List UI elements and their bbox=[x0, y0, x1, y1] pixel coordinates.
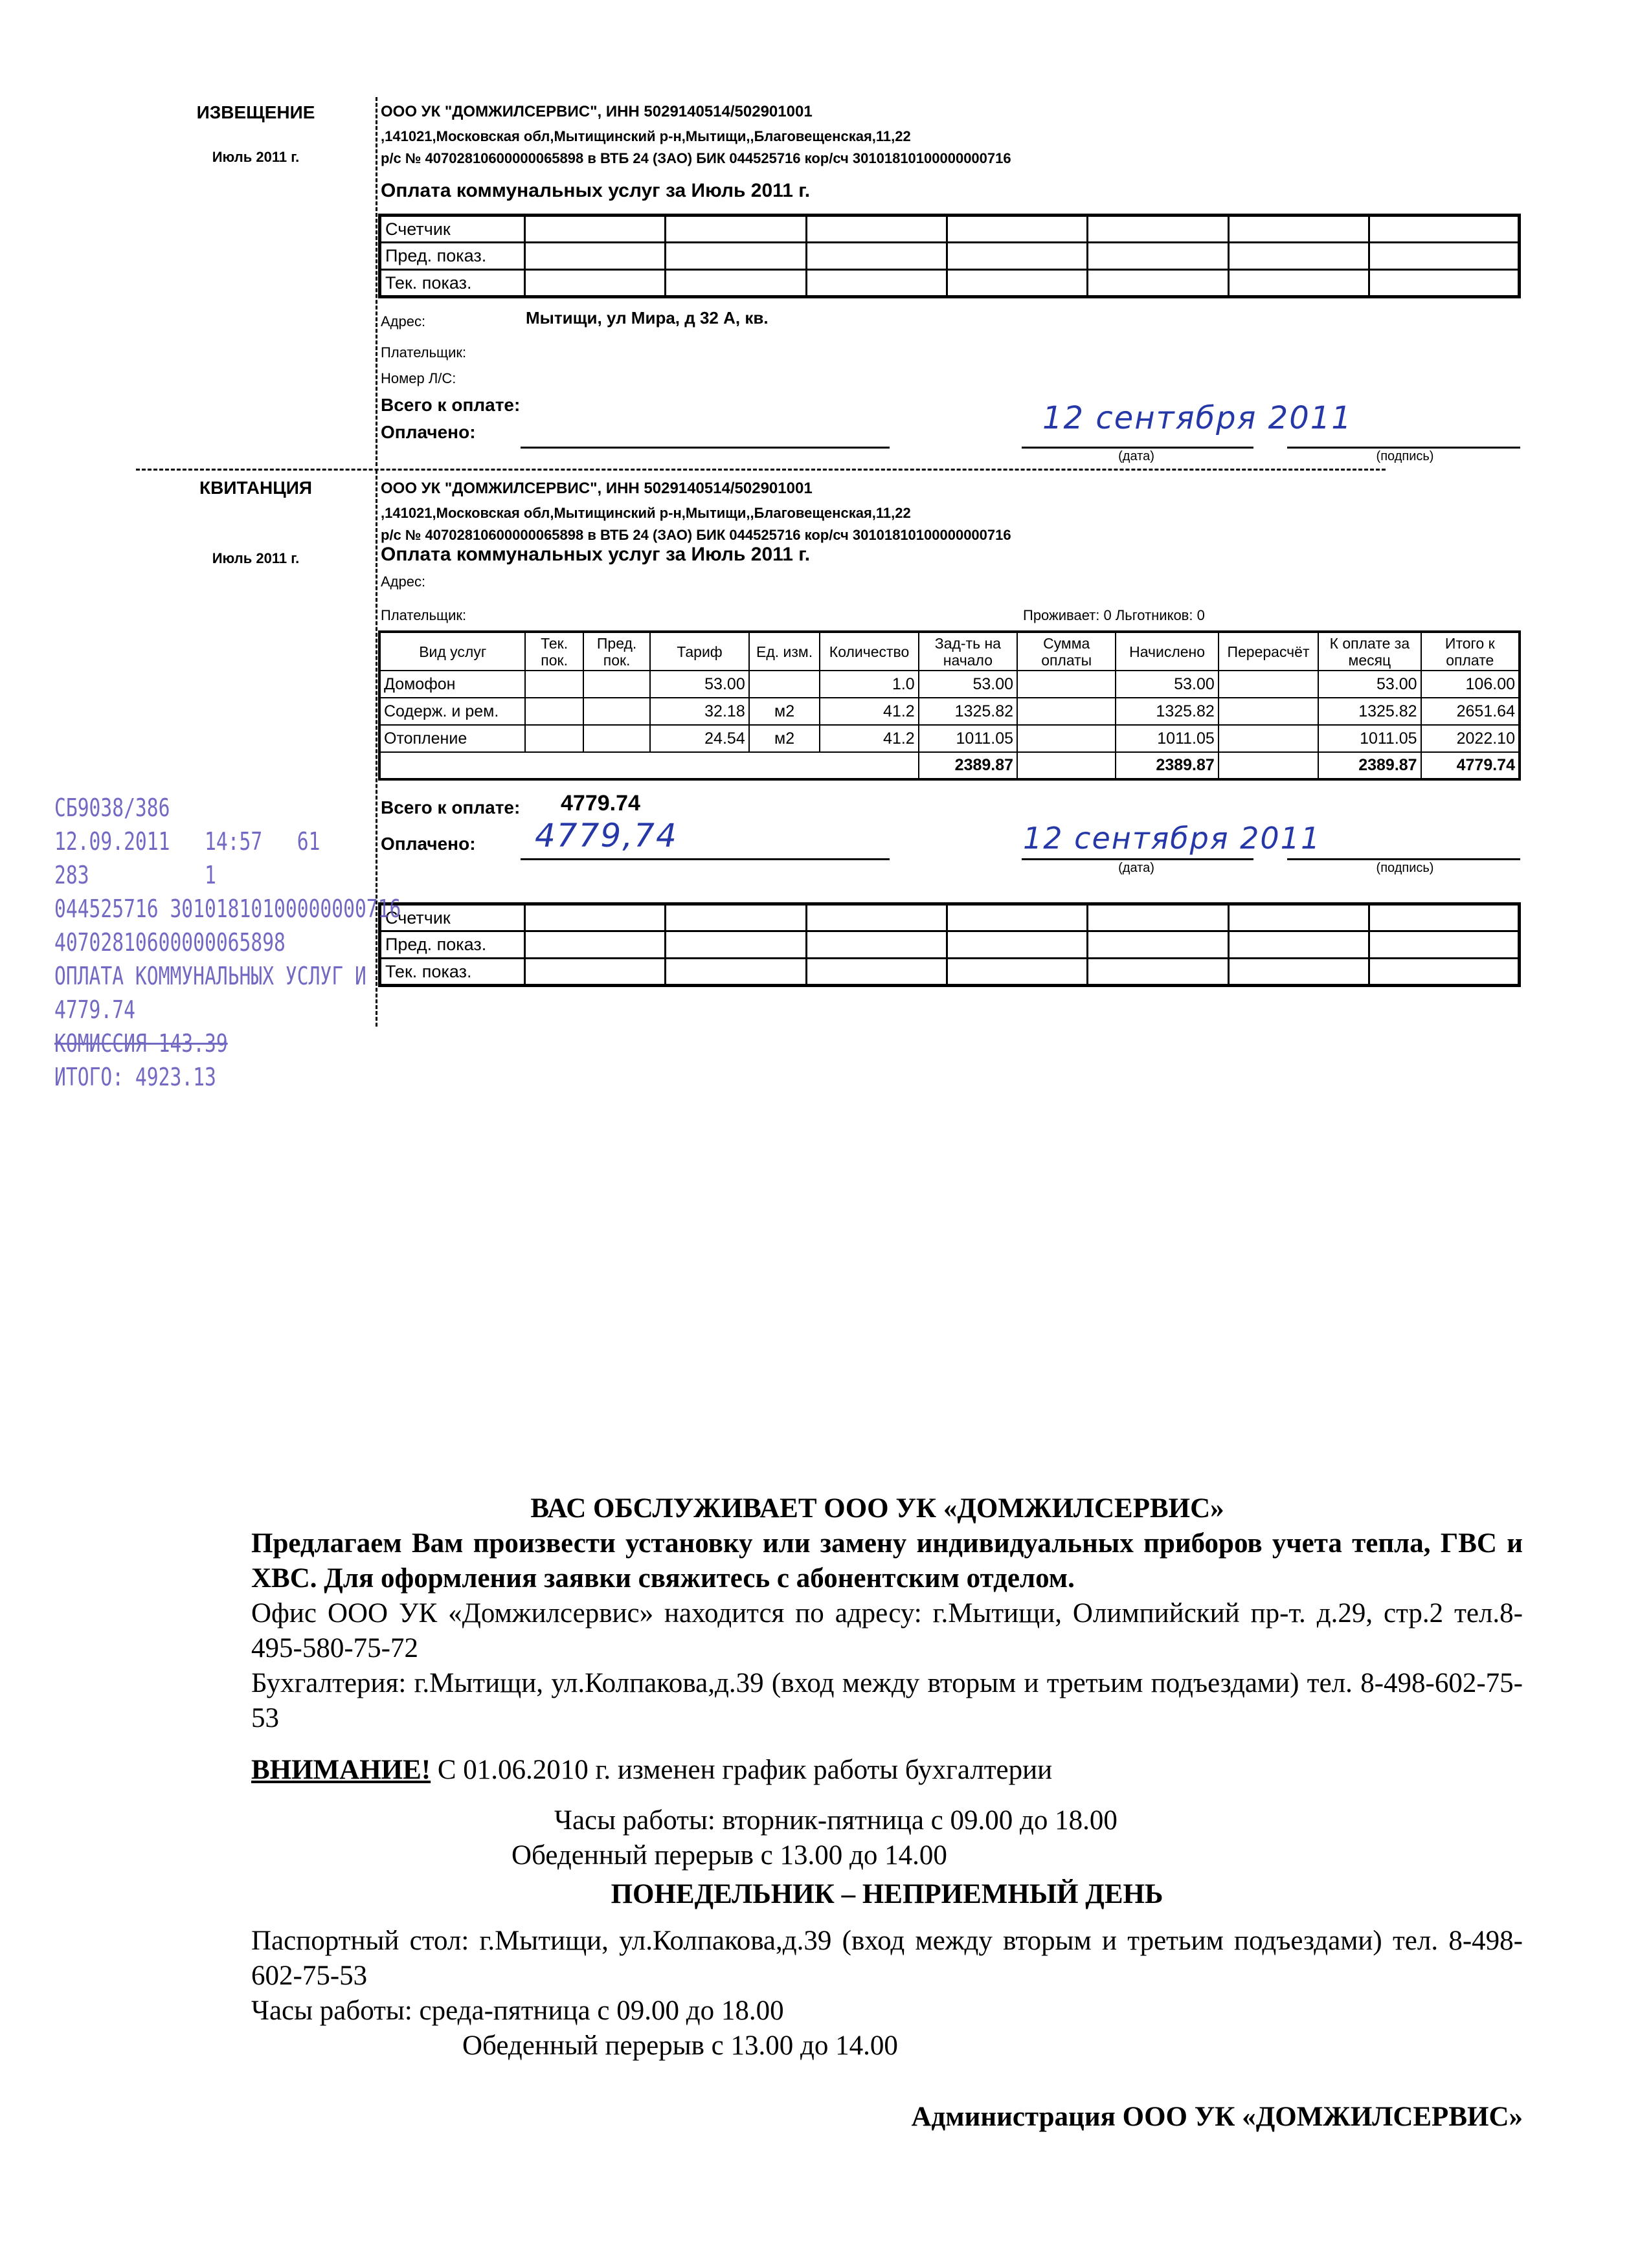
stamp-line: КОМИССИЯ 143.39 bbox=[54, 1029, 228, 1058]
receipt-label: КВИТАНЦИЯ bbox=[199, 478, 312, 498]
address-label: Адрес: bbox=[381, 573, 426, 590]
cell bbox=[525, 671, 583, 698]
stamp-line: 12.09.2011 14:57 61 bbox=[54, 827, 320, 856]
meter-table-receipt bbox=[378, 902, 1521, 987]
date-caption: (дата) bbox=[1118, 449, 1154, 463]
table-row bbox=[379, 671, 1520, 698]
date-underline bbox=[1022, 858, 1253, 860]
company-address-line: ,141021,Московская обл,Мытищинский р-н,Мытищи,,Благовещенская,11,22 bbox=[381, 128, 911, 144]
address-value: Мытищи, ул Мира, д 32 А, кв. bbox=[526, 308, 769, 328]
column-header: Пред. пок. bbox=[583, 632, 651, 671]
bank-details-line: р/с № 40702810600000065898 в ВТБ 24 (ЗАО) БИК 044525716 кор/сч 30101810100000000716 bbox=[381, 150, 1011, 166]
cell: 2651.64 bbox=[1421, 698, 1520, 725]
notice-month: Июль 2011 г. bbox=[212, 149, 300, 165]
table-header-row bbox=[379, 632, 1520, 671]
cell bbox=[525, 698, 583, 725]
table-row bbox=[380, 216, 1520, 243]
signature-caption: (подпись) bbox=[1376, 861, 1434, 875]
cell bbox=[1017, 725, 1116, 752]
cell: 53.00 bbox=[650, 671, 748, 698]
table-row bbox=[379, 725, 1520, 752]
column-header: Начислено bbox=[1116, 632, 1218, 671]
payer-label: Плательщик: bbox=[381, 607, 467, 623]
cell: 1.0 bbox=[820, 671, 918, 698]
cell bbox=[583, 725, 651, 752]
cell: 1011.05 bbox=[1318, 725, 1421, 752]
notice-signature: Администрация ООО УК «ДОМЖИЛСЕРВИС» bbox=[911, 2102, 1523, 2132]
notice-lunch-passport: Обеденный перерыв с 13.00 до 14.00 bbox=[462, 2030, 898, 2061]
notice-offer: Предлагаем Вам произвести установку или замену индивидуальных приборов учета тепла, ГВС и ХВС. Для оформления заявки свяжитесь с абонентским отделом. bbox=[251, 1528, 1523, 1594]
cell: Содерж. и рем. bbox=[379, 698, 525, 725]
cell bbox=[583, 671, 651, 698]
stamp-line: 40702810600000065898 bbox=[54, 928, 286, 957]
receipt-month: Июль 2011 г. bbox=[212, 550, 300, 566]
table-row bbox=[380, 904, 1520, 931]
column-header: Перерасчёт bbox=[1219, 632, 1318, 671]
cell: 106.00 bbox=[1421, 671, 1520, 698]
paid-label: Оплачено: bbox=[381, 422, 476, 442]
totals-row bbox=[379, 752, 1520, 779]
stamp-line: ОПЛАТА КОММУНАЛЬНЫХ УСЛУГ И bbox=[54, 962, 366, 990]
notice-label: ИЗВЕЩЕНИЕ bbox=[196, 102, 315, 122]
notice-accounting: Бухгалтерия: г.Мытищи, ул.Колпакова,д.39 (вход между вторым и третьим подъездами) тел. 8-498-602-75-53 bbox=[251, 1668, 1523, 1733]
cell bbox=[525, 725, 583, 752]
meter-row-label: Пред. показ. bbox=[380, 931, 525, 959]
meter-row-label: Тек. показ. bbox=[380, 270, 525, 297]
total-cell: 2389.87 bbox=[919, 752, 1017, 779]
signature-underline bbox=[1287, 447, 1520, 449]
cell: 2022.10 bbox=[1421, 725, 1520, 752]
cell: 41.2 bbox=[820, 725, 918, 752]
column-header: Тек. пок. bbox=[525, 632, 583, 671]
account-label: Номер Л/С: bbox=[381, 370, 456, 386]
stamp-line: 4779.74 bbox=[54, 995, 135, 1024]
meter-row-label: Тек. показ. bbox=[380, 959, 525, 986]
cell: Домофон bbox=[379, 671, 525, 698]
column-header: Вид услуг bbox=[379, 632, 525, 671]
table-row bbox=[380, 270, 1520, 297]
total-cell bbox=[1017, 752, 1116, 779]
stamp-line: ИТОГО: 4923.13 bbox=[54, 1063, 216, 1091]
total-cell: 2389.87 bbox=[1116, 752, 1218, 779]
bank-details-line: р/с № 40702810600000065898 в ВТБ 24 (ЗАО) БИК 044525716 кор/сч 30101810100000000716 bbox=[381, 527, 1011, 543]
cell bbox=[583, 698, 651, 725]
attention-word: ВНИМАНИЕ! bbox=[251, 1755, 431, 1785]
signature-caption: (подпись) bbox=[1376, 449, 1434, 463]
services-table bbox=[378, 630, 1521, 781]
cell: 41.2 bbox=[820, 698, 918, 725]
notice-attention bbox=[251, 1753, 1523, 1788]
service-notice bbox=[251, 1491, 1523, 2135]
notice-closed-day: ПОНЕДЕЛЬНИК – НЕПРИЕМНЫЙ ДЕНЬ bbox=[611, 1879, 1163, 1909]
stamp-line: 283 1 bbox=[54, 861, 216, 889]
meter-table-notice bbox=[378, 214, 1521, 298]
company-address-line: ,141021,Московская обл,Мытищинский р-н,Мытищи,,Благовещенская,11,22 bbox=[381, 505, 911, 521]
handwritten-date: 12 сентября 2011 bbox=[1042, 400, 1353, 436]
attention-text: С 01.06.2010 г. изменен график работы бухгалтерии bbox=[431, 1755, 1053, 1785]
table-row bbox=[380, 243, 1520, 270]
handwritten-paid-amount: 4779,74 bbox=[535, 817, 678, 854]
meter-row-label: Пред. показ. bbox=[380, 243, 525, 270]
cell: 1325.82 bbox=[1116, 698, 1218, 725]
total-label: Всего к оплате: bbox=[381, 797, 521, 817]
cell: 1011.05 bbox=[919, 725, 1017, 752]
company-line: ООО УК "ДОМЖИЛСЕРВИС", ИНН 5029140514/502901001 bbox=[381, 103, 813, 120]
stamp-line: СБ9038/386 bbox=[54, 794, 170, 822]
notice-hours-accounting: Часы работы: вторник-пятница с 09.00 до 18.00 bbox=[554, 1805, 1118, 1836]
meter-row-label: Счетчик bbox=[380, 216, 525, 243]
company-line: ООО УК "ДОМЖИЛСЕРВИС", ИНН 5029140514/502901001 bbox=[381, 480, 813, 497]
cell bbox=[749, 671, 820, 698]
table-row bbox=[380, 931, 1520, 959]
total-label: Всего к оплате: bbox=[381, 395, 521, 415]
notice-hours-passport: Часы работы: среда-пятница с 09.00 до 18.00 bbox=[251, 1996, 784, 2026]
cut-line-horizontal bbox=[136, 469, 1386, 471]
signature-underline bbox=[1287, 858, 1520, 860]
date-caption: (дата) bbox=[1118, 861, 1154, 875]
cell bbox=[1017, 671, 1116, 698]
notice-lunch-accounting: Обеденный перерыв с 13.00 до 14.00 bbox=[511, 1840, 947, 1871]
payment-title: Оплата коммунальных услуг за Июль 2011 г. bbox=[381, 180, 811, 201]
column-header: Количество bbox=[820, 632, 918, 671]
paid-underline bbox=[521, 858, 890, 860]
column-header: Тариф bbox=[650, 632, 748, 671]
column-header: Итого к оплате bbox=[1421, 632, 1520, 671]
column-header: К оплате за месяц bbox=[1318, 632, 1421, 671]
residents-info: Проживает: 0 Льготников: 0 bbox=[1023, 607, 1205, 623]
table-row bbox=[379, 698, 1520, 725]
total-cell: 2389.87 bbox=[1318, 752, 1421, 779]
cell bbox=[1017, 698, 1116, 725]
notice-passport: Паспортный стол: г.Мытищи, ул.Колпакова,д.39 (вход между вторым и третьим подъездами) тел. 8-498-602-75-53 bbox=[251, 1926, 1523, 1991]
meter-row-label: Счетчик bbox=[380, 904, 525, 931]
total-cell bbox=[1219, 752, 1318, 779]
total-cell: 4779.74 bbox=[1421, 752, 1520, 779]
cell: 53.00 bbox=[919, 671, 1017, 698]
cell bbox=[1219, 725, 1318, 752]
notice-office: Офис ООО УК «Домжилсервис» находится по адресу: г.Мытищи, Олимпийский пр-т. д.29, стр.2 тел.8-495-580-75-72 bbox=[251, 1598, 1523, 1663]
cell: 32.18 bbox=[650, 698, 748, 725]
table-row bbox=[380, 959, 1520, 986]
notice-heading: ВАС ОБСЛУЖИВАЕТ ООО УК «ДОМЖИЛСЕРВИС» bbox=[530, 1493, 1224, 1524]
cell: 53.00 bbox=[1318, 671, 1421, 698]
cell bbox=[1219, 671, 1318, 698]
column-header: Ед. изм. bbox=[749, 632, 820, 671]
cell: 24.54 bbox=[650, 725, 748, 752]
paid-label: Оплачено: bbox=[381, 834, 476, 854]
cell: 1325.82 bbox=[1318, 698, 1421, 725]
payment-title: Оплата коммунальных услуг за Июль 2011 г. bbox=[381, 544, 811, 565]
column-header: Сумма оплаты bbox=[1017, 632, 1116, 671]
paid-underline bbox=[521, 447, 890, 449]
handwritten-date: 12 сентября 2011 bbox=[1023, 821, 1321, 856]
column-header: Зад-ть на начало bbox=[919, 632, 1017, 671]
total-value: 4779.74 bbox=[561, 791, 640, 816]
bank-stamp bbox=[54, 791, 401, 1094]
cell: 1325.82 bbox=[919, 698, 1017, 725]
cell: 1011.05 bbox=[1116, 725, 1218, 752]
cell: м2 bbox=[749, 725, 820, 752]
cut-line-vertical-top bbox=[376, 97, 377, 466]
cell: Отопление bbox=[379, 725, 525, 752]
stamp-line: 044525716 30101810100000000716 bbox=[54, 895, 401, 923]
payer-label: Плательщик: bbox=[381, 344, 467, 361]
cell: м2 bbox=[749, 698, 820, 725]
cell: 53.00 bbox=[1116, 671, 1218, 698]
address-label: Адрес: bbox=[381, 313, 426, 329]
cell bbox=[1219, 698, 1318, 725]
date-underline bbox=[1022, 447, 1253, 449]
